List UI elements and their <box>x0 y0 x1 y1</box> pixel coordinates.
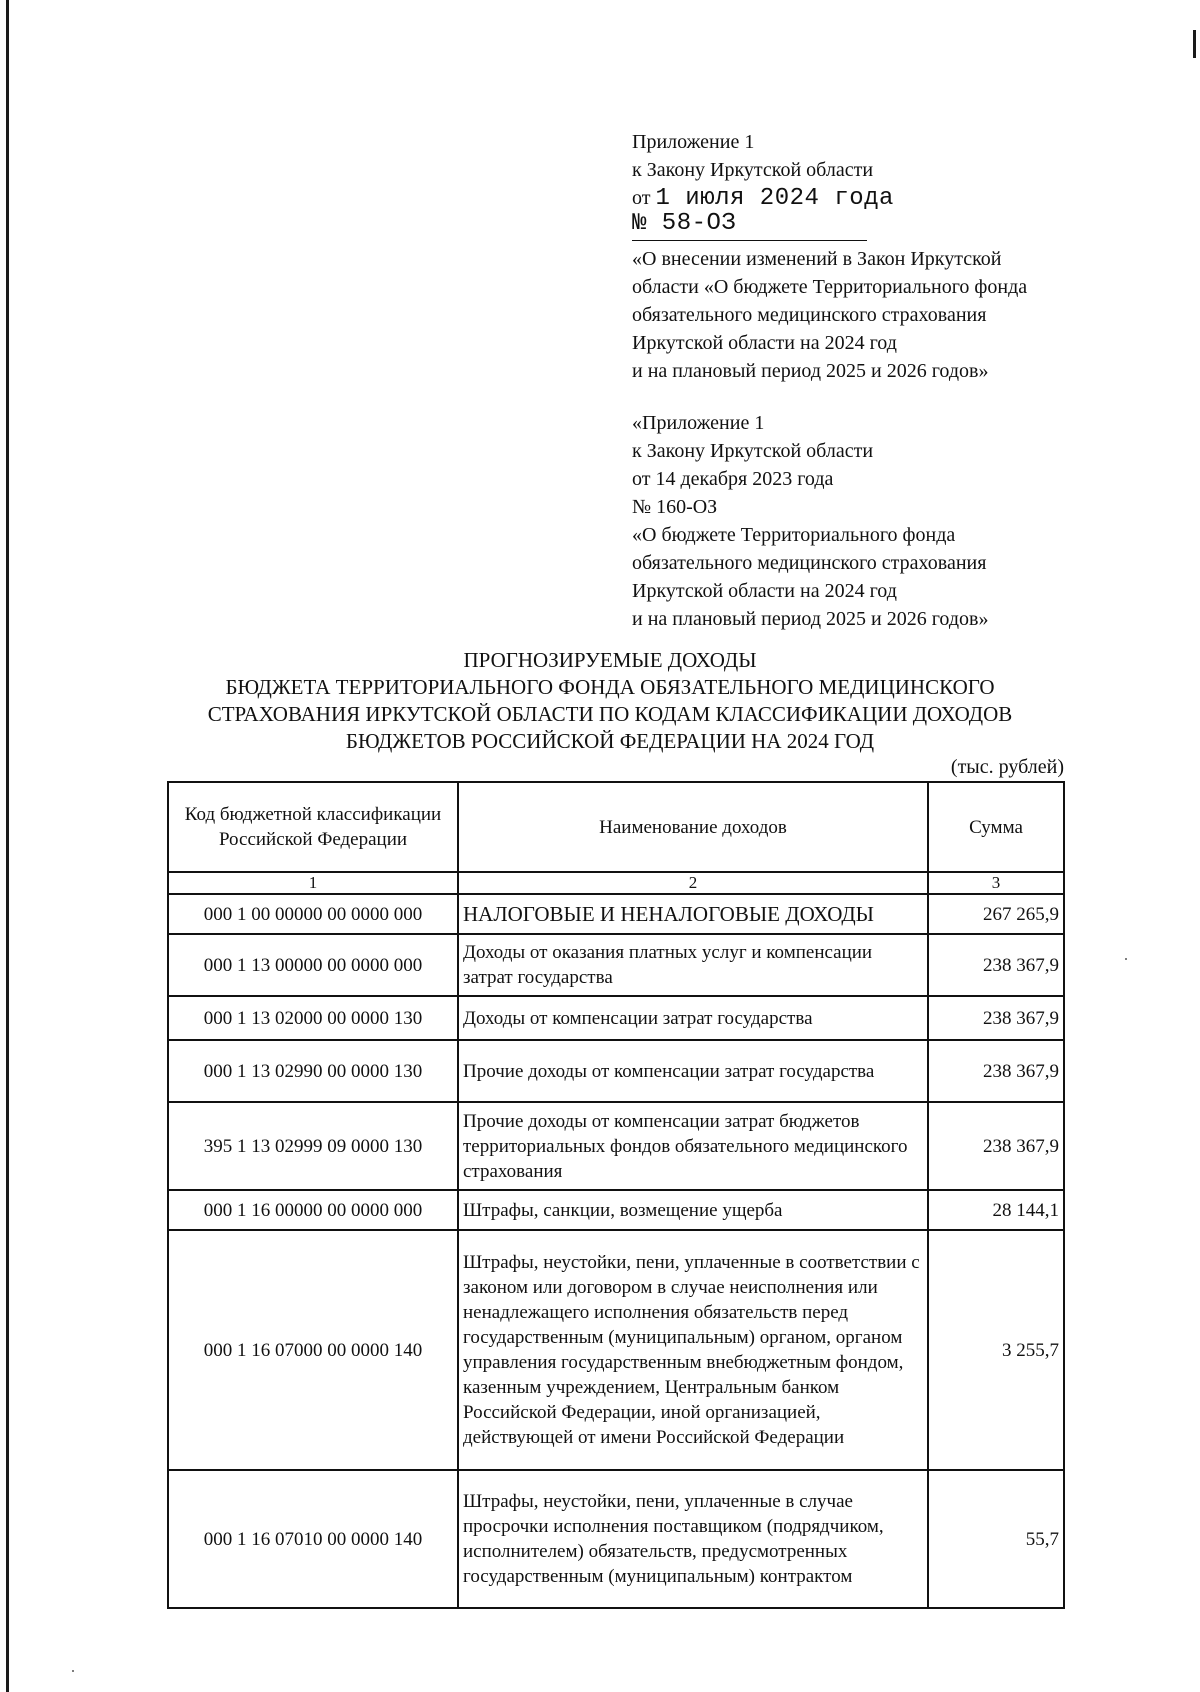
scan-edge-right <box>1193 30 1196 58</box>
scan-edge-left <box>6 0 9 1692</box>
table-row <box>168 1040 1064 1102</box>
row-code: 000 1 13 02990 00 0000 130 <box>168 1040 458 1102</box>
row-sum: 55,7 <box>928 1470 1064 1608</box>
row-name: Штрафы, неустойки, пени, уплаченные в случае просрочки исполнения поставщиком (подрядчиком, исполнителем) обязательств, предусмотренных государственным (муниципальным) контрактом <box>458 1470 928 1608</box>
row-code: 000 1 00 00000 00 0000 000 <box>168 894 458 934</box>
row-name: Доходы от оказания платных услуг и компенсации затрат государства <box>458 934 928 996</box>
row-name: Прочие доходы от компенсации затрат государства <box>458 1040 928 1102</box>
amend-title-line: обязательного медицинского страхования <box>632 304 987 326</box>
header-name: Наименование доходов <box>458 782 928 872</box>
row-name: Штрафы, санкции, возмещение ущерба <box>458 1190 928 1230</box>
orig-appendix-line: Иркутской области на 2024 год <box>632 580 897 602</box>
table-row <box>168 996 1064 1040</box>
row-name: Штрафы, неустойки, пени, уплаченные в соответствии с законом или договором в случае неисполнения или ненадлежащего исполнения обязательств перед государственным (муниципальным) органом, органом управления государственным внебюджетным фондом, казенным учреждением, Центральным банком Российской Федерации, иной организацией, действующей от имени Российской Федерации <box>458 1230 928 1470</box>
row-code: 395 1 13 02999 09 0000 130 <box>168 1102 458 1190</box>
header-sum: Сумма <box>928 782 1064 872</box>
row-sum: 238 367,9 <box>928 1040 1064 1102</box>
law-date: 1 июля 2024 года <box>655 185 894 212</box>
income-table <box>167 781 1065 1609</box>
table-row <box>168 1102 1064 1190</box>
column-number: 2 <box>458 872 928 894</box>
header-code: Код бюджетной классификации Российской Федерации <box>168 782 458 872</box>
row-sum: 238 367,9 <box>928 996 1064 1040</box>
row-sum: 28 144,1 <box>928 1190 1064 1230</box>
scan-speck <box>1125 958 1127 960</box>
column-number: 1 <box>168 872 458 894</box>
row-sum: 267 265,9 <box>928 894 1064 934</box>
row-sum: 3 255,7 <box>928 1230 1064 1470</box>
appendix-law-ref: к Закону Иркутской области <box>632 159 874 181</box>
table-row <box>168 934 1064 996</box>
row-name: Доходы от компенсации затрат государства <box>458 996 928 1040</box>
orig-appendix-line: и на плановый период 2025 и 2026 годов» <box>632 608 989 630</box>
units-note: (тыс. рублей) <box>950 756 1064 778</box>
typed-date-number <box>632 184 894 241</box>
orig-appendix-line: к Закону Иркутской области <box>632 440 874 462</box>
row-code: 000 1 16 07010 00 0000 140 <box>168 1470 458 1608</box>
orig-appendix-line: от 14 декабря 2023 года <box>632 468 834 490</box>
amend-title-line: Иркутской области на 2024 год <box>632 332 897 354</box>
amend-title-line: и на плановый период 2025 и 2026 годов» <box>632 360 989 382</box>
appendix-label: Приложение 1 <box>632 131 755 153</box>
column-number-row <box>168 872 1064 894</box>
title-line: СТРАХОВАНИЯ ИРКУТСКОЙ ОБЛАСТИ ПО КОДАМ КЛАССИФИКАЦИИ ДОХОДОВ <box>207 702 1013 726</box>
amend-title-line: области «О бюджете Территориального фонда <box>632 276 1028 298</box>
row-code: 000 1 16 07000 00 0000 140 <box>168 1230 458 1470</box>
table-row <box>168 1230 1064 1470</box>
row-name: НАЛОГОВЫЕ И НЕНАЛОГОВЫЕ ДОХОДЫ <box>458 894 928 934</box>
title-line: БЮДЖЕТОВ РОССИЙСКОЙ ФЕДЕРАЦИИ НА 2024 ГОД <box>345 729 875 753</box>
date-prefix: от <box>632 187 651 209</box>
row-name: Прочие доходы от компенсации затрат бюджетов территориальных фондов обязательного медицинского страхования <box>458 1102 928 1190</box>
row-sum: 238 367,9 <box>928 934 1064 996</box>
appendix-header <box>632 128 1112 633</box>
orig-appendix-line: «Приложение 1 <box>632 412 765 434</box>
table-row <box>168 1190 1064 1230</box>
law-number: № 58-ОЗ <box>632 210 737 237</box>
orig-appendix-line: «О бюджете Территориального фонда <box>632 524 956 546</box>
row-code: 000 1 16 00000 00 0000 000 <box>168 1190 458 1230</box>
table-row <box>168 894 1064 934</box>
orig-appendix-line: № 160-ОЗ <box>632 496 718 518</box>
scan-speck <box>72 1670 74 1672</box>
title-line: БЮДЖЕТА ТЕРРИТОРИАЛЬНОГО ФОНДА ОБЯЗАТЕЛЬНОГО МЕДИЦИНСКОГО <box>225 675 995 699</box>
orig-appendix-line: обязательного медицинского страхования <box>632 552 987 574</box>
column-number: 3 <box>928 872 1064 894</box>
title-line: ПРОГНОЗИРУЕМЫЕ ДОХОДЫ <box>463 648 757 672</box>
document-title <box>150 647 1070 755</box>
row-sum: 238 367,9 <box>928 1102 1064 1190</box>
row-code: 000 1 13 00000 00 0000 000 <box>168 934 458 996</box>
table-row <box>168 1470 1064 1608</box>
amend-title-line: «О внесении изменений в Закон Иркутской <box>632 248 1002 270</box>
table-header-row <box>168 782 1064 872</box>
row-code: 000 1 13 02000 00 0000 130 <box>168 996 458 1040</box>
